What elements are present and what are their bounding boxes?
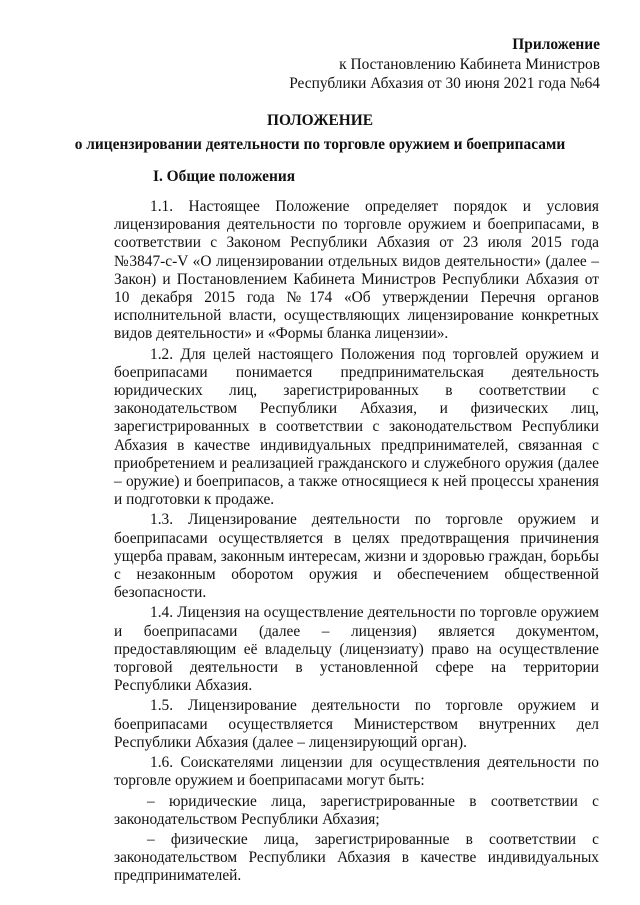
paragraph-1-1: 1.1. Настоящее Положение определяет порядок и условия лицензирования деятельности по торговле оружием и боеприпасами, в соответствии с Законом Республики Абхазия от 23 июля 2015 года №3847-с-V «О лицензировании отдельных видов деятельности» (далее – Закон) и Постановлением Кабинета Министров Республики Абхазия от 10 декабря 2015 года №174 «Об утверждении Перечня органов исполнительной власти, осуществляющих лицензирование конкретных видов деятельности» и «Формы бланка лицензии». [114, 198, 599, 343]
paragraph-1-3: 1.3. Лицензирование деятельности по торговле оружием и боеприпасами осуществляется в целях предотвращения причинения ущерба правам, законным интересам, жизни и здоровью граждан, борьбы с незаконным оборотом оружия и обеспечением общественной безопасности. [114, 511, 599, 602]
paragraph-1-4: 1.4. Лицензия на осуществление деятельности по торговле оружием и боеприпасами (далее – лицензия) является документом, предоставляющим её владельцу (лицензиату) право на осуществление торговой деятельности в установленной сфере на территории Республики Абхазия. [114, 604, 599, 695]
appendix-title: Приложение [512, 36, 600, 53]
paragraph-1-6: 1.6. Соискателями лицензии для осуществления деятельности по торговле оружием и боеприпасами могут быть: [114, 754, 599, 790]
document-subtitle: о лицензировании деятельности по торговле оружием и боеприпасами [74, 136, 566, 153]
appendix-reference-line-2: Республики Абхазия от 30 июня 2021 года №64 [289, 75, 600, 92]
list-item-legal-entities: – юридические лица, зарегистрированные в соответствии с законодательством Республики Абхазия; [114, 792, 599, 828]
document-body [114, 198, 599, 888]
paragraph-1-2: 1.2. Для целей настоящего Положения под торговлей оружием и боеприпасами понимается предпринимательская деятельность юридических лиц, зарегистрированных в соответствии с законодательством Республики Абхазия, и физических лиц, зарегистрированных в соответствии с законодательством Республики Абхазия в качестве индивидуальных предпринимателей, связанная с приобретением и реализацией гражданского и служебного оружия (далее – оружие) и боеприпасов, а также относящиеся к ней процессы хранения и подготовки к продаже. [114, 345, 599, 509]
section-heading: I. Общие положения [153, 168, 296, 185]
list-item-individuals: – физические лица, зарегистрированные в соответствии с законодательством Республики Абхазия в качестве индивидуальных предпринимателей. [114, 830, 599, 885]
appendix-reference-line-1: к Постановлению Кабинета Министров [339, 56, 600, 73]
document-title: ПОЛОЖЕНИЕ [267, 112, 373, 129]
paragraph-1-5: 1.5. Лицензирование деятельности по торговле оружием и боеприпасами осуществляется Министерством внутренних дел Республики Абхазия (далее – лицензирующий орган). [114, 697, 599, 751]
